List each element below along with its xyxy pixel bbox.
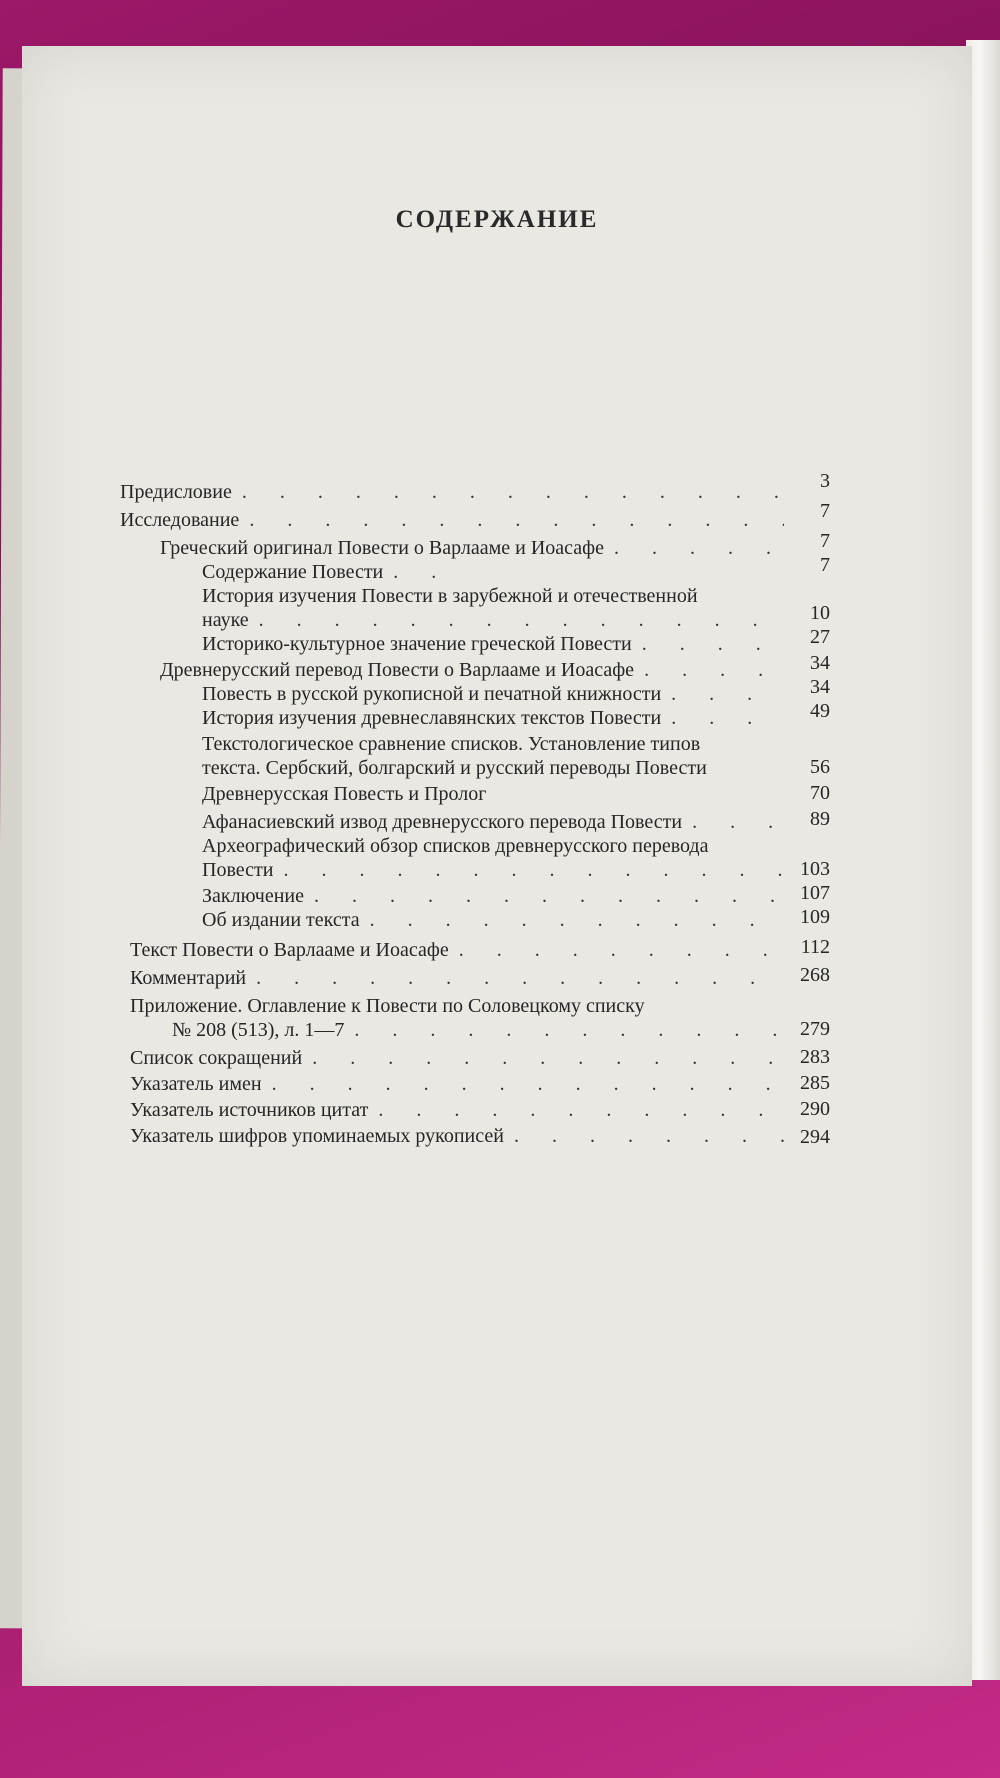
toc-page-number: 7 — [820, 500, 830, 522]
toc-entry-edition-notes[interactable]: Об издании текста . . . — [202, 908, 792, 933]
dot-leader — [314, 884, 784, 909]
dot-leader — [378, 1098, 784, 1123]
toc-page-number: 109 — [800, 906, 830, 928]
toc-entry-preface[interactable]: Предисловие . . . — [120, 480, 792, 505]
page-title: СОДЕРЖАНИЕ — [395, 206, 599, 233]
dot-leader — [312, 1046, 784, 1071]
dot-leader — [671, 706, 784, 731]
toc-page-number: 56 — [810, 756, 830, 778]
toc-entry-greek-original[interactable]: Греческий оригинал Повести о Варлааме и Иоасафе . . . — [160, 536, 792, 561]
toc-entry-study-history-cont[interactable]: науке . . . — [202, 608, 792, 633]
toc-page-number: 290 — [800, 1098, 830, 1120]
toc-page-number: 279 — [800, 1018, 830, 1040]
toc-page-number: 285 — [800, 1072, 830, 1094]
toc-entry-archeographic-review[interactable]: Археографический обзор списков древнерусского перевода — [202, 835, 709, 857]
toc-entry-research[interactable]: Исследование . . . — [120, 508, 792, 533]
table-of-contents — [22, 46, 972, 1686]
toc-entry-archeographic-review-cont[interactable]: Повести . . . — [202, 858, 792, 883]
dot-leader — [354, 1018, 784, 1043]
dot-leader — [614, 536, 784, 561]
toc-entry-slavonic-texts[interactable]: История изучения древнеславянских текстов Повести . . . — [202, 706, 792, 731]
toc-entry-textological-comparison[interactable]: Текстологическое сравнение списков. Установление типов — [202, 733, 701, 755]
toc-entry-manuscript-tradition[interactable]: Повесть в русской рукописной и печатной книжности . . . — [202, 682, 792, 707]
toc-entry-appendix[interactable]: Приложение. Оглавление к Повести по Соловецкому списку — [130, 995, 645, 1017]
toc-entry-prologue[interactable]: Древнерусская Повесть и Пролог — [202, 783, 487, 805]
toc-entry-citation-index[interactable]: Указатель источников цитат . . . — [130, 1098, 792, 1123]
dot-leader — [642, 632, 784, 657]
toc-entry-abbreviations[interactable]: Список сокращений . . . — [130, 1046, 792, 1071]
toc-entry-commentary[interactable]: Комментарий . . . — [130, 966, 792, 991]
toc-page-number: 7 — [820, 554, 830, 576]
toc-entry-appendix-cont[interactable]: № 208 (513), л. 1—7 . . . — [172, 1018, 792, 1043]
dot-leader — [459, 938, 784, 963]
toc-page-number: 34 — [810, 652, 830, 674]
toc-page-number: 7 — [820, 530, 830, 552]
toc-entry-cultural-significance[interactable]: Историко-культурное значение греческой Повести . . . — [202, 632, 792, 657]
book-page — [22, 46, 972, 1686]
dot-leader — [370, 908, 784, 933]
dot-leader — [272, 1072, 784, 1097]
dot-leader — [514, 1124, 784, 1149]
toc-page-number: 283 — [800, 1046, 830, 1068]
toc-entry-study-history[interactable]: История изучения Повести в зарубежной и отечественной — [202, 585, 698, 607]
toc-entry-old-russian-translation[interactable]: Древнерусский перевод Повести о Варлааме и Иоасафе . . . — [160, 658, 792, 683]
toc-page-number: 89 — [810, 808, 830, 830]
toc-entry-afanasiev-recension[interactable]: Афанасиевский извод древнерусского перевода Повести . . . — [202, 810, 792, 835]
toc-entry-conclusion[interactable]: Заключение . . . — [202, 884, 792, 909]
dot-leader — [283, 858, 784, 883]
toc-entry-story-contents[interactable]: Содержание Повести . . . — [202, 560, 462, 585]
toc-page-number: 34 — [810, 676, 830, 698]
toc-page-number: 3 — [820, 470, 830, 492]
dot-leader — [671, 682, 784, 707]
toc-page-number: 268 — [800, 964, 830, 986]
toc-page-number: 294 — [800, 1126, 830, 1148]
toc-page-number: 10 — [810, 602, 830, 624]
toc-page-number: 49 — [810, 700, 830, 722]
dot-leader — [256, 966, 784, 991]
toc-page-number: 27 — [810, 626, 830, 648]
toc-entry-textological-comparison-cont[interactable]: текста. Сербский, болгарский и русский переводы Повести — [202, 757, 707, 779]
dot-leader — [249, 508, 784, 533]
toc-entry-name-index[interactable]: Указатель имен . . . — [130, 1072, 792, 1097]
dot-leader — [644, 658, 784, 683]
toc-page-number: 112 — [800, 936, 830, 958]
toc-entry-manuscript-shelfmarks-index[interactable]: Указатель шифров упоминаемых рукописей . . . — [130, 1124, 792, 1149]
toc-page-number: 107 — [800, 882, 830, 904]
dot-leader — [259, 608, 784, 633]
toc-page-number: 103 — [800, 858, 830, 880]
dot-leader — [393, 560, 454, 585]
toc-entry-text-of-story[interactable]: Текст Повести о Варлааме и Иоасафе . . . — [130, 938, 792, 963]
dot-leader — [242, 480, 784, 505]
toc-page-number: 70 — [810, 782, 830, 804]
